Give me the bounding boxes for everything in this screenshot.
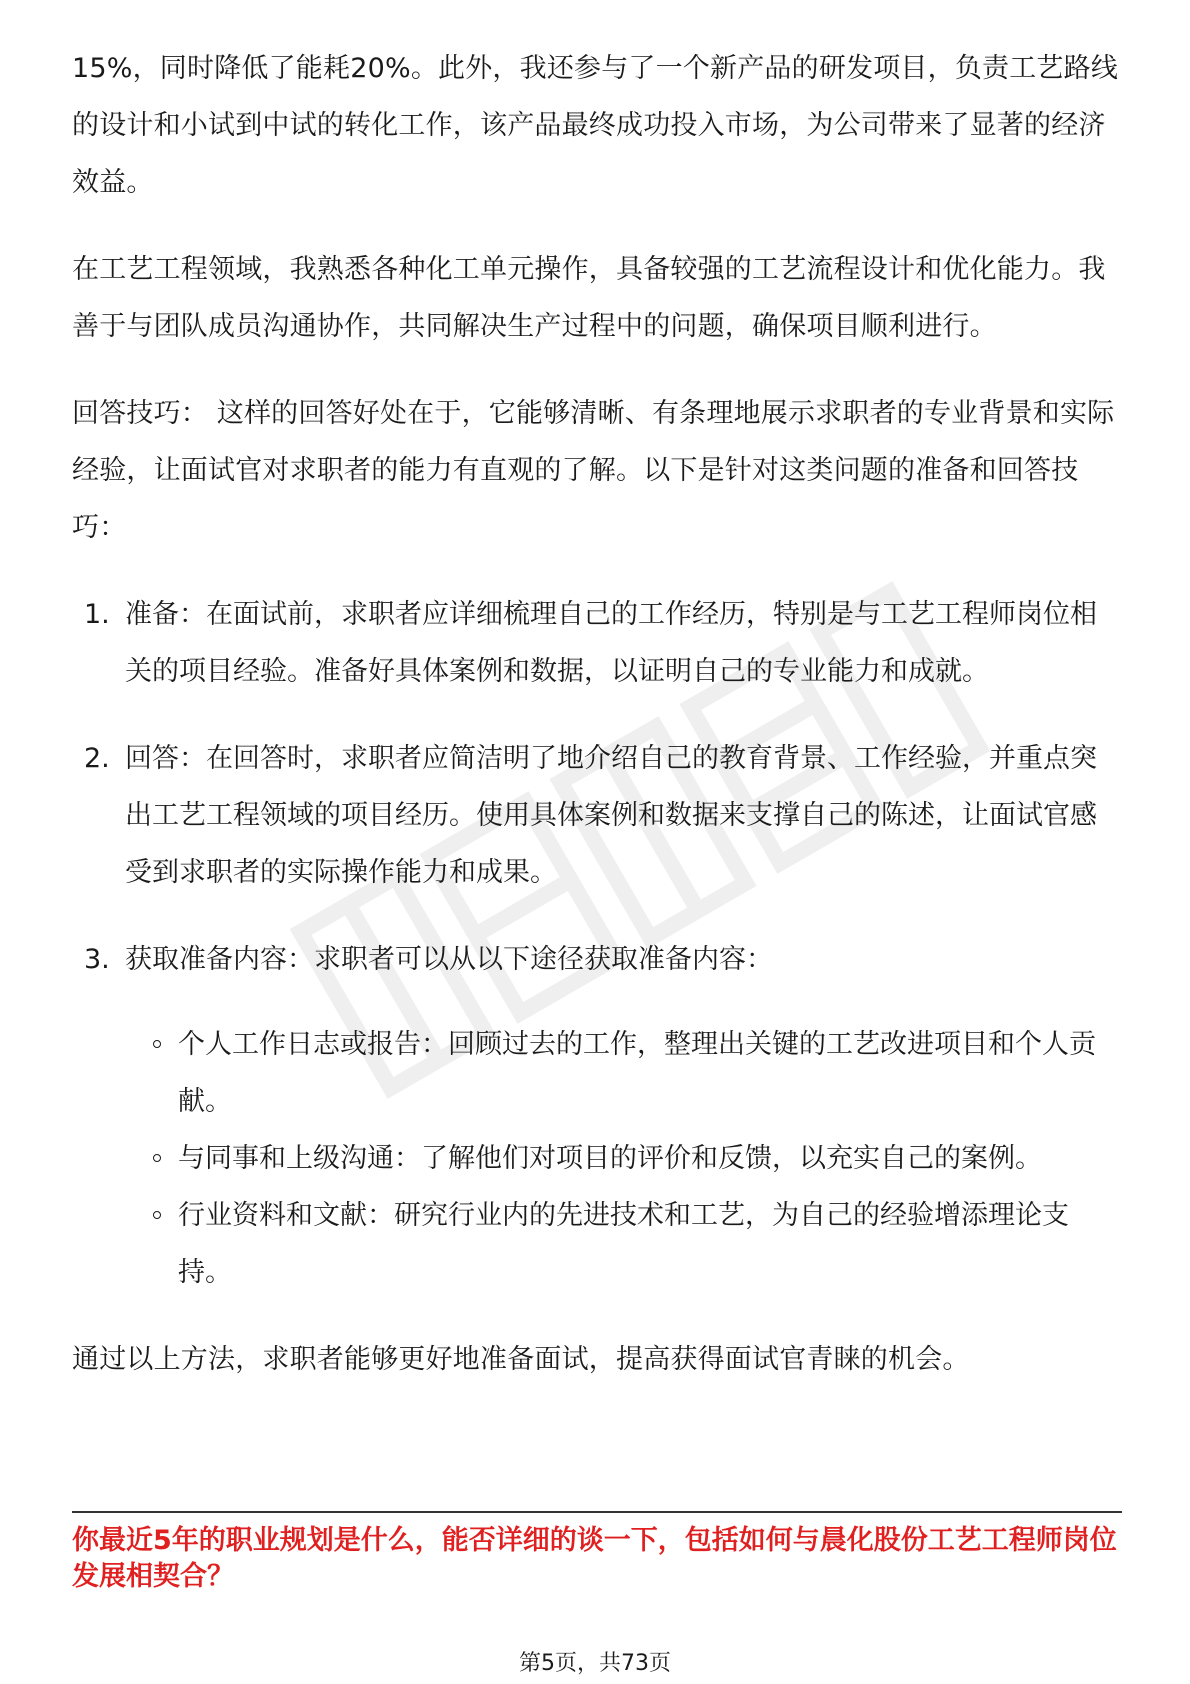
list-number: 2. [84, 743, 110, 774]
paragraph-closing: 通过以上方法，求职者能够更好地准备面试，提高获得面试官青睐的机会。 [72, 1344, 970, 1375]
list-number: 3. [84, 944, 110, 975]
circle-bullet-icon [153, 1154, 161, 1162]
content-area [72, 40, 1122, 1418]
paragraph-answer-tips: 回答技巧： 这样的回答好处在于，它能够清晰、有条理地展示求职者的专业背景和实际经验，让面试官对求职者的能力有直观的了解。以下是针对这类问题的准备和回答技巧： [72, 398, 1115, 543]
sublist-item-text: 行业资料和文献：研究行业内的先进技术和工艺，为自己的经验增添理论支持。 [178, 1200, 1069, 1288]
circle-bullet-icon [153, 1040, 161, 1048]
paragraph-skills: 在工艺工程领域，我熟悉各种化工单元操作，具备较强的工艺流程设计和优化能力。我善于与团队成员沟通协作，共同解决生产过程中的问题，确保项目顺利进行。 [72, 254, 1106, 342]
paragraph-experience: 15%，同时降低了能耗20%。此外，我还参与了一个新产品的研发项目，负责工艺路线的设计和小试到中试的转化工作，该产品最终成功投入市场，为公司带来了显著的经济效益。 [72, 53, 1119, 198]
list-item-text: 回答：在回答时，求职者应简洁明了地介绍自己的教育背景、工作经验，并重点突出工艺工程领域的项目经历。使用具体案例和数据来支撑自己的陈述，让面试官感受到求职者的实际操作能力和成果。 [125, 743, 1097, 888]
sublist-item [125, 1016, 1122, 1130]
circle-bullet-icon [153, 1211, 161, 1219]
list-item [72, 931, 1122, 1301]
list-item-text: 获取准备内容：求职者可以从以下途径获取准备内容： [125, 944, 773, 975]
sources-sublist [125, 1016, 1122, 1301]
sublist-item-text: 与同事和上级沟通：了解他们对项目的评价和反馈，以充实自己的案例。 [178, 1143, 1042, 1174]
sublist-item-text: 个人工作日志或报告：回顾过去的工作，整理出关键的工艺改进项目和个人贡献。 [178, 1029, 1096, 1117]
tips-list [72, 586, 1122, 1301]
section-divider [72, 1511, 1122, 1513]
list-item [72, 730, 1122, 901]
list-item [72, 586, 1122, 700]
list-number: 1. [84, 599, 110, 630]
page-number-footer: 第5页，共73页 [519, 1651, 671, 1676]
list-item-text: 准备：在面试前，求职者应详细梳理自己的工作经历，特别是与工艺工程师岗位相关的项目经验。准备好具体案例和数据，以证明自己的专业能力和成就。 [125, 599, 1097, 687]
sublist-item [125, 1187, 1122, 1301]
next-question-heading: 你最近5年的职业规划是什么，能否详细的谈一下，包括如何与晨化股份工艺工程师岗位发展相契合？ [72, 1525, 1117, 1592]
sublist-item [125, 1130, 1122, 1187]
